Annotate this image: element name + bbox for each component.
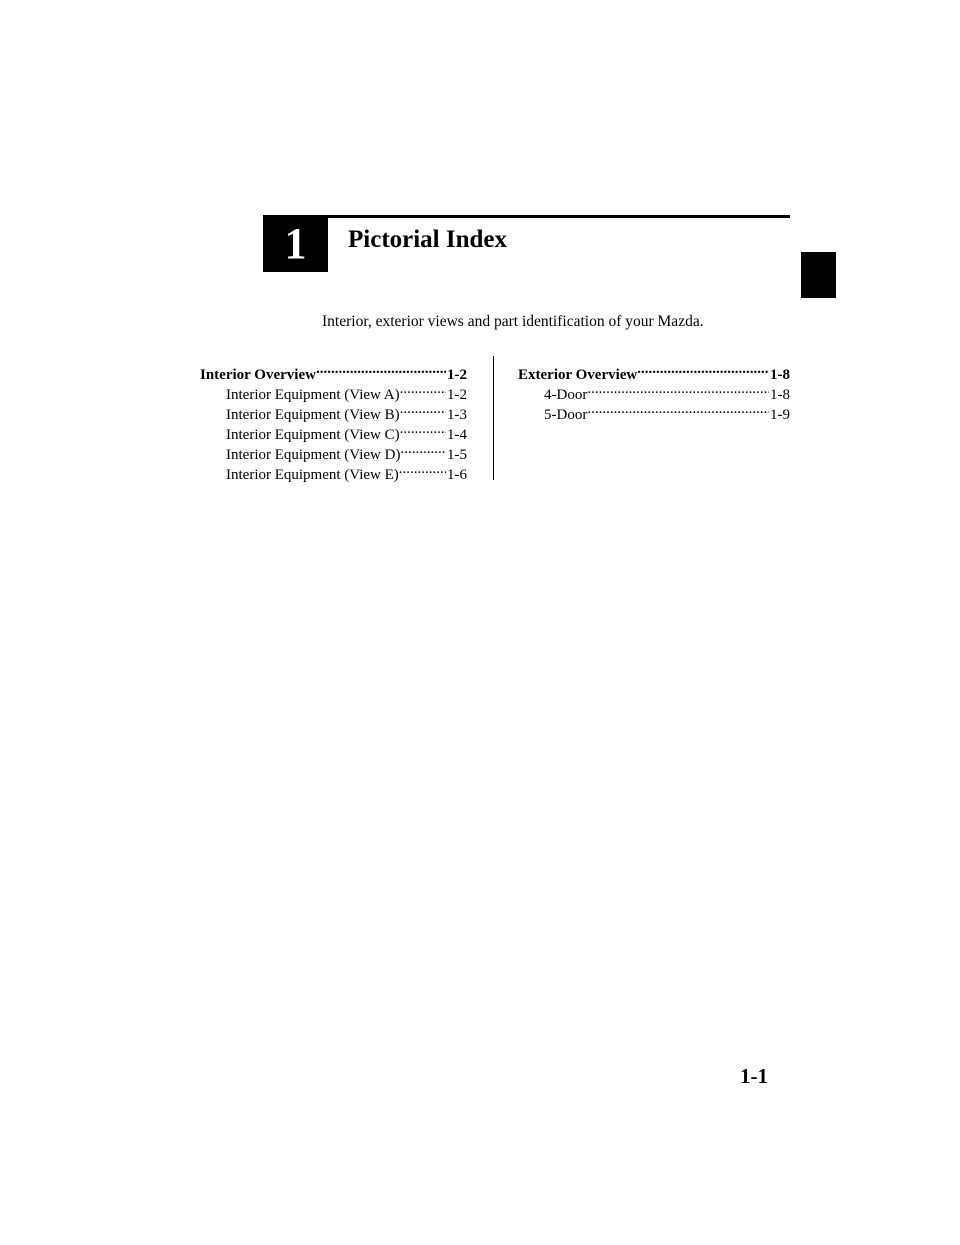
- toc-entry-page: 1-5: [447, 447, 467, 463]
- toc-entry-exterior-overview[interactable]: [518, 359, 790, 383]
- toc-left-column: [200, 359, 467, 483]
- toc-leader-dots: [316, 359, 446, 379]
- toc-entry-label: 5-Door: [544, 407, 588, 423]
- toc-leader-dots: [637, 359, 769, 379]
- toc-entry-label: Exterior Overview: [518, 367, 638, 383]
- toc-leader-dots: [400, 419, 446, 439]
- toc-entry-page: 1-9: [770, 407, 790, 423]
- toc-entry-label: Interior Equipment (View E): [226, 467, 399, 483]
- chapter-title: Pictorial Index: [348, 226, 508, 253]
- toc-leader-dots: [400, 439, 446, 459]
- toc-entry-page: 1-8: [770, 367, 790, 383]
- page-number: 1-1: [740, 1064, 768, 1088]
- toc-entry-label: 4-Door: [544, 387, 588, 403]
- toc-leader-dots: [400, 399, 446, 419]
- chapter-thumb-tab: [801, 252, 836, 298]
- chapter-header-rule: [263, 215, 790, 218]
- toc-entry-page: 1-8: [770, 387, 790, 403]
- toc-entry-page: 1-3: [447, 407, 467, 423]
- toc-leader-dots: [399, 459, 446, 479]
- chapter-intro: Interior, exterior views and part identification of your Mazda.: [322, 313, 704, 330]
- toc-entry-interior-overview[interactable]: [200, 359, 467, 383]
- toc-entry-page: 1-6: [447, 467, 467, 483]
- toc-entry-label: Interior Equipment (View B): [226, 407, 400, 423]
- toc-entry-label: Interior Overview: [200, 367, 316, 383]
- toc-entry-label: Interior Equipment (View D): [226, 447, 401, 463]
- toc-entry-label: Interior Equipment (View C): [226, 427, 400, 443]
- toc-entry-page: 1-2: [447, 387, 467, 403]
- toc-entry-page: 1-4: [447, 427, 467, 443]
- toc-leader-dots: [400, 379, 446, 399]
- toc-column-divider: [493, 356, 494, 480]
- toc-right-column: [518, 359, 790, 423]
- chapter-number-box: [263, 215, 328, 272]
- toc-entry-page: 1-2: [447, 367, 467, 383]
- toc-leader-dots: [587, 379, 769, 399]
- toc-leader-dots: [587, 399, 769, 419]
- chapter-number: 1: [284, 219, 307, 268]
- toc-entry-label: Interior Equipment (View A): [226, 387, 400, 403]
